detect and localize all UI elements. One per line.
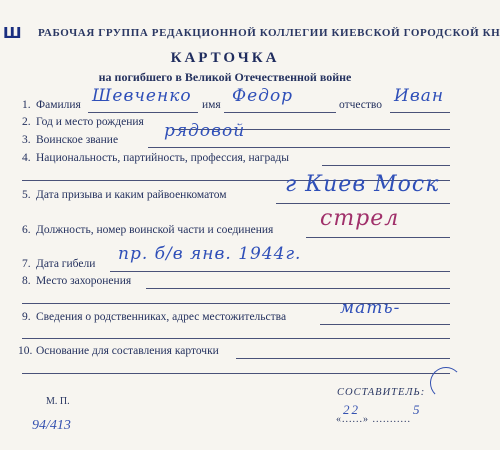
organization-header: РАБОЧАЯ ГРУППА РЕДАКЦИОННОЙ КОЛЛЕГИИ КИЕВСКОЙ ГОРОДСКОЙ КН (38, 27, 500, 39)
field-5-value[interactable]: г Киев Моск (285, 172, 440, 197)
field-9-number: 9. (22, 311, 31, 323)
field-9-line (320, 324, 450, 325)
field-8-label: Место захоронения (36, 275, 132, 287)
compiler-label: СОСТАВИТЕЛЬ: (337, 387, 426, 398)
field-1-number: 1. (22, 99, 31, 111)
corner-mark: Ш (3, 24, 20, 42)
field-6-label: Должность, номер воинской части и соединения (36, 224, 274, 236)
field-1-label-surname: Фамилия (36, 99, 81, 111)
card-title: КАРТОЧКА (170, 50, 280, 66)
archive-number: 94/413 (32, 418, 71, 433)
field-1-value-patronymic[interactable]: Иван (394, 86, 445, 106)
field-4-number: 4. (22, 152, 31, 164)
field-3-line (148, 147, 450, 148)
field-10-line-2 (22, 373, 450, 374)
field-10-number: 10. (18, 345, 33, 357)
field-1-value-surname[interactable]: Шевченко (92, 86, 192, 106)
field-1-value-name[interactable]: Федор (232, 86, 294, 106)
field-1-line-surname (88, 112, 198, 113)
field-10-line (236, 358, 450, 359)
date-month-value: 5 (413, 402, 420, 417)
field-10-label: Основание для составления карточки (36, 345, 219, 357)
field-6-number: 6. (22, 224, 31, 236)
field-4-label: Национальность, партийность, профессия, награды (36, 152, 289, 164)
date-day-value: 22 (343, 402, 360, 417)
field-9-line-2 (22, 338, 450, 339)
field-8-line (146, 288, 450, 289)
signature-stroke (430, 367, 462, 399)
field-3-value[interactable]: рядовой (164, 121, 246, 141)
field-2-number: 2. (22, 116, 31, 128)
field-7-line (110, 271, 450, 272)
field-6-value[interactable]: стрел (320, 206, 400, 231)
field-7-label: Дата гибели (36, 258, 96, 270)
field-7-value[interactable]: пр. б/в янв. 1944г. (118, 244, 302, 264)
date-placeholder: «......» ........... (336, 414, 411, 425)
seal-place-label: М. П. (46, 396, 70, 407)
field-1-label-name: имя (202, 99, 221, 111)
field-9-value[interactable]: мать- (340, 298, 401, 318)
field-7-number: 7. (22, 258, 31, 270)
field-2-label: Год и место рождения (36, 116, 144, 128)
card-subtitle: на погибшего в Великой Отечественной войне (98, 70, 352, 84)
field-9-label: Сведения о родственниках, адрес местожительства (36, 311, 287, 323)
field-5-label: Дата призыва и каким райвоенкоматом (36, 189, 227, 201)
field-4-line (322, 165, 450, 166)
field-1-line-patronymic (390, 112, 450, 113)
field-5-line (276, 203, 450, 204)
field-1-line-name (224, 112, 336, 113)
field-8-number: 8. (22, 275, 31, 287)
field-3-label: Воинское звание (36, 134, 119, 146)
field-3-number: 3. (22, 134, 31, 146)
field-1-label-patronymic: отчество (339, 99, 383, 111)
field-5-number: 5. (22, 189, 31, 201)
field-6-line (306, 237, 450, 238)
